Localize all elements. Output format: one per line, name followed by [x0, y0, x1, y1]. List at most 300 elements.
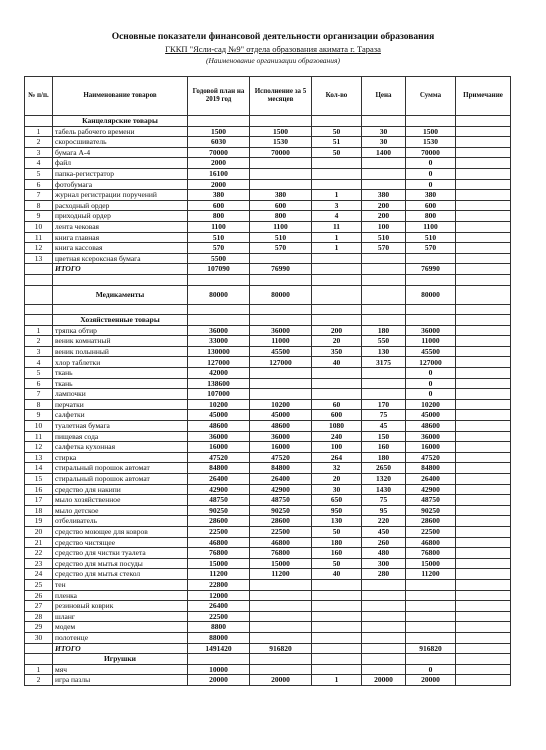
cell-sum: 45500	[406, 346, 456, 357]
cell-exec	[250, 389, 312, 400]
cell-exec: 45000	[250, 410, 312, 421]
cell-sum: 600	[406, 200, 456, 211]
table-row	[25, 442, 511, 453]
table-row	[25, 495, 511, 506]
cell-plan: 16000	[188, 442, 250, 453]
cell-empty	[25, 274, 53, 285]
cell-name: средство для накипи	[53, 484, 188, 495]
cell-name: расходный ордер	[53, 200, 188, 211]
med-sum: 80000	[406, 285, 456, 304]
cell-qty: 264	[312, 452, 362, 463]
cell-num: 17	[25, 495, 53, 506]
cell-qty	[312, 179, 362, 190]
cell-plan: 1100	[188, 221, 250, 232]
table-row	[25, 389, 511, 400]
cell-plan: 28600	[188, 516, 250, 527]
cell-name: стирка	[53, 452, 188, 463]
cell-exec: 36000	[250, 431, 312, 442]
cell-name: папка-регистратор	[53, 168, 188, 179]
cell-plan: 33000	[188, 336, 250, 347]
cell-note	[456, 664, 511, 675]
cell-note	[456, 622, 511, 633]
cell-name: табель рабочего времени	[53, 126, 188, 137]
cell-exec: 380	[250, 190, 312, 201]
cell-qty: 1080	[312, 421, 362, 432]
cell-sum: 42900	[406, 484, 456, 495]
table-row	[25, 474, 511, 485]
cell-exec: 1500	[250, 126, 312, 137]
cell-sum: 570	[406, 243, 456, 254]
cell-price: 200	[362, 200, 406, 211]
cell-price	[362, 378, 406, 389]
cell-note	[456, 452, 511, 463]
cell-note	[456, 579, 511, 590]
cell-qty: 40	[312, 357, 362, 368]
cell-plan: 26400	[188, 474, 250, 485]
cell-name: ткань	[53, 368, 188, 379]
medicaments-row	[25, 285, 511, 304]
cell-sum: 22500	[406, 526, 456, 537]
cell-num: 5	[25, 168, 53, 179]
cell-num: 19	[25, 516, 53, 527]
medicaments-label: Медикаменты	[53, 285, 188, 304]
cell-price	[362, 622, 406, 633]
cell-note	[456, 368, 511, 379]
cell-sum: 84800	[406, 463, 456, 474]
cell-empty	[250, 274, 312, 285]
cell-exec: 1530	[250, 137, 312, 148]
cell-empty	[362, 315, 406, 326]
cell-note	[456, 442, 511, 453]
cell-price: 380	[362, 190, 406, 201]
cell-plan: 10000	[188, 664, 250, 675]
cell-note	[456, 632, 511, 643]
cell-num: 2	[25, 336, 53, 347]
cell-price: 30	[362, 126, 406, 137]
cell-num: 6	[25, 179, 53, 190]
cell-num: 1	[25, 664, 53, 675]
table-row	[25, 516, 511, 527]
cell-sum: 10200	[406, 399, 456, 410]
col-header-num: № п/п.	[25, 77, 53, 116]
table-row	[25, 158, 511, 169]
cell-sum	[406, 253, 456, 264]
cell-price: 75	[362, 410, 406, 421]
cell-empty	[53, 274, 188, 285]
cell-qty	[312, 158, 362, 169]
cell-qty: 100	[312, 442, 362, 453]
cell-empty	[250, 304, 312, 315]
cell-qty	[312, 285, 362, 304]
cell-exec: 16000	[250, 442, 312, 453]
table-row	[25, 548, 511, 559]
cell-sum: 380	[406, 190, 456, 201]
cell-note	[456, 601, 511, 612]
table-row	[25, 221, 511, 232]
cell-note	[456, 399, 511, 410]
cell-note	[456, 611, 511, 622]
cell-plan: 6030	[188, 137, 250, 148]
cell-note	[456, 421, 511, 432]
cell-name: отбеливатель	[53, 516, 188, 527]
table-row	[25, 526, 511, 537]
cell-sum: 0	[406, 168, 456, 179]
cell-qty: 1	[312, 190, 362, 201]
table-row	[25, 622, 511, 633]
cell-price: 160	[362, 442, 406, 453]
cell-qty: 60	[312, 399, 362, 410]
cell-plan: 380	[188, 190, 250, 201]
cell-sum: 1530	[406, 137, 456, 148]
cell-price	[362, 601, 406, 612]
cell-exec: 90250	[250, 505, 312, 516]
cell-sum: 76800	[406, 548, 456, 559]
cell-plan: 2000	[188, 179, 250, 190]
cell-plan: 2000	[188, 158, 250, 169]
cell-name: резиновый коврик	[53, 601, 188, 612]
cell-num	[25, 116, 53, 127]
cell-note	[456, 537, 511, 548]
cell-qty: 600	[312, 410, 362, 421]
cell-exec	[250, 378, 312, 389]
cell-num: 15	[25, 474, 53, 485]
cell-num: 2	[25, 675, 53, 686]
cell-name: средство моющее для ковров	[53, 526, 188, 537]
cell-note	[456, 484, 511, 495]
table-row	[25, 399, 511, 410]
cell-num: 10	[25, 421, 53, 432]
organization-caption: (Наименование организации образования)	[206, 56, 340, 65]
cell-empty	[250, 315, 312, 326]
cell-note	[456, 221, 511, 232]
cell-price: 100	[362, 221, 406, 232]
cell-qty	[312, 590, 362, 601]
cell-name: книга кассовая	[53, 243, 188, 254]
cell-num: 21	[25, 537, 53, 548]
cell-empty	[188, 274, 250, 285]
cell-name: стиральный порошок автомат	[53, 463, 188, 474]
cell-exec	[250, 601, 312, 612]
cell-note	[456, 126, 511, 137]
cell-price: 75	[362, 495, 406, 506]
cell-qty	[312, 378, 362, 389]
cell-sum	[406, 601, 456, 612]
cell-exec	[250, 622, 312, 633]
cell-qty	[312, 264, 362, 275]
cell-name: мыло детское	[53, 505, 188, 516]
cell-exec: 510	[250, 232, 312, 243]
table-row	[25, 431, 511, 442]
table-row	[25, 579, 511, 590]
cell-sum: 20000	[406, 675, 456, 686]
cell-qty: 3	[312, 200, 362, 211]
table-row	[25, 232, 511, 243]
cell-num: 7	[25, 389, 53, 400]
cell-price	[362, 579, 406, 590]
table-row	[25, 211, 511, 222]
total-row	[25, 264, 511, 275]
table-header-row	[25, 77, 511, 116]
cell-qty: 20	[312, 336, 362, 347]
cell-price	[362, 368, 406, 379]
cell-sum: 15000	[406, 558, 456, 569]
cell-name: тен	[53, 579, 188, 590]
cell-name: тряпка обтир	[53, 325, 188, 336]
cell-sum: 90250	[406, 505, 456, 516]
cell-exec: 15000	[250, 558, 312, 569]
cell-num: 4	[25, 357, 53, 368]
cell-empty	[456, 315, 511, 326]
table-row	[25, 243, 511, 254]
cell-plan: 600	[188, 200, 250, 211]
col-header-qty: Кол-во	[312, 77, 362, 116]
cell-exec	[250, 590, 312, 601]
cell-name: приходный ордер	[53, 211, 188, 222]
cell-plan: 42900	[188, 484, 250, 495]
cell-sum: 0	[406, 158, 456, 169]
cell-plan: 26400	[188, 601, 250, 612]
cell-plan: 46800	[188, 537, 250, 548]
cell-qty: 50	[312, 526, 362, 537]
cell-empty	[362, 304, 406, 315]
cell-name: ткань	[53, 378, 188, 389]
cell-num	[25, 264, 53, 275]
cell-plan: 8800	[188, 622, 250, 633]
cell-num: 5	[25, 368, 53, 379]
cell-price	[362, 632, 406, 643]
cell-note	[456, 243, 511, 254]
cell-sum: 36000	[406, 431, 456, 442]
cell-empty	[188, 116, 250, 127]
cell-name: фотобумага	[53, 179, 188, 190]
cell-exec: 11000	[250, 336, 312, 347]
cell-sum: 510	[406, 232, 456, 243]
cell-price: 20000	[362, 675, 406, 686]
col-header-name: Наименование товаров	[53, 77, 188, 116]
cell-plan: 1500	[188, 126, 250, 137]
cell-price: 1320	[362, 474, 406, 485]
cell-note	[456, 158, 511, 169]
cell-name: веник полынный	[53, 346, 188, 357]
cell-num: 9	[25, 211, 53, 222]
cell-qty	[312, 632, 362, 643]
cell-note	[456, 505, 511, 516]
cell-price: 1430	[362, 484, 406, 495]
cell-note	[456, 211, 511, 222]
table-row	[25, 569, 511, 580]
cell-exec	[250, 368, 312, 379]
cell-qty	[312, 611, 362, 622]
table-row	[25, 558, 511, 569]
cell-note	[456, 137, 511, 148]
cell-exec: 600	[250, 200, 312, 211]
document-title: Основные показатели финансовой деятельности организации образования	[111, 32, 435, 42]
cell-note	[456, 264, 511, 275]
cell-plan: 48600	[188, 421, 250, 432]
cell-num: 22	[25, 548, 53, 559]
table-row	[25, 675, 511, 686]
table-row	[25, 200, 511, 211]
col-header-sum: Сумма	[406, 77, 456, 116]
cell-exec	[250, 179, 312, 190]
table-row	[25, 505, 511, 516]
cell-exec: 20000	[250, 675, 312, 686]
cell-name: средство чистящее	[53, 537, 188, 548]
cell-qty	[312, 389, 362, 400]
cell-exec	[250, 253, 312, 264]
cell-empty	[312, 654, 362, 665]
cell-note	[456, 357, 511, 368]
total-plan: 107090	[188, 264, 250, 275]
cell-price: 510	[362, 232, 406, 243]
cell-empty	[362, 274, 406, 285]
blank-row	[25, 304, 511, 315]
cell-qty: 160	[312, 548, 362, 559]
cell-name: туалетная бумага	[53, 421, 188, 432]
cell-qty: 1	[312, 243, 362, 254]
cell-empty	[188, 315, 250, 326]
cell-name: пищевая сода	[53, 431, 188, 442]
cell-exec: 48600	[250, 421, 312, 432]
cell-name: мяч	[53, 664, 188, 675]
cell-name: цветная ксероксная бумага	[53, 253, 188, 264]
cell-price: 170	[362, 399, 406, 410]
cell-note	[456, 190, 511, 201]
cell-price: 200	[362, 211, 406, 222]
blank-row	[25, 274, 511, 285]
table-row	[25, 368, 511, 379]
col-header-exec: Исполнение за 5 месяцев	[250, 77, 312, 116]
cell-num: 1	[25, 325, 53, 336]
cell-plan: 45000	[188, 410, 250, 421]
cell-name: книга главная	[53, 232, 188, 243]
cell-num: 11	[25, 232, 53, 243]
cell-qty: 11	[312, 221, 362, 232]
cell-num: 3	[25, 346, 53, 357]
cell-price	[362, 179, 406, 190]
cell-name: игра пазлы	[53, 675, 188, 686]
cell-sum: 127000	[406, 357, 456, 368]
cell-exec: 570	[250, 243, 312, 254]
cell-exec	[250, 168, 312, 179]
cell-name: салфетка кухонная	[53, 442, 188, 453]
table-row	[25, 190, 511, 201]
cell-name: шланг	[53, 611, 188, 622]
cell-qty: 32	[312, 463, 362, 474]
cell-empty	[250, 654, 312, 665]
cell-note	[456, 389, 511, 400]
cell-plan: 12000	[188, 590, 250, 601]
cell-plan: 70000	[188, 147, 250, 158]
cell-qty: 1	[312, 232, 362, 243]
table-row	[25, 421, 511, 432]
cell-name: пленка	[53, 590, 188, 601]
total-plan: 1491420	[188, 643, 250, 654]
cell-price: 280	[362, 569, 406, 580]
table-row	[25, 336, 511, 347]
cell-qty: 50	[312, 126, 362, 137]
cell-price	[362, 611, 406, 622]
cell-empty	[188, 304, 250, 315]
total-exec: 76990	[250, 264, 312, 275]
cell-num: 1	[25, 126, 53, 137]
cell-price: 3175	[362, 357, 406, 368]
cell-plan: 42000	[188, 368, 250, 379]
cell-note	[456, 526, 511, 537]
cell-name: лента чековая	[53, 221, 188, 232]
cell-note	[456, 378, 511, 389]
cell-note	[456, 516, 511, 527]
cell-note	[456, 168, 511, 179]
cell-note	[456, 232, 511, 243]
cell-exec: 11200	[250, 569, 312, 580]
cell-qty: 20	[312, 474, 362, 485]
table-row	[25, 632, 511, 643]
cell-exec: 22500	[250, 526, 312, 537]
cell-plan: 127000	[188, 357, 250, 368]
cell-note	[456, 590, 511, 601]
cell-sum	[406, 622, 456, 633]
cell-plan: 800	[188, 211, 250, 222]
cell-sum	[406, 590, 456, 601]
cell-sum: 70000	[406, 147, 456, 158]
section-title: Канцелярские товары	[53, 116, 188, 127]
cell-num: 30	[25, 632, 53, 643]
cell-note	[456, 346, 511, 357]
cell-plan: 76800	[188, 548, 250, 559]
cell-plan: 10200	[188, 399, 250, 410]
cell-price: 2650	[362, 463, 406, 474]
cell-exec: 28600	[250, 516, 312, 527]
col-header-plan: Годовой план на 2019 год	[188, 77, 250, 116]
cell-num: 13	[25, 452, 53, 463]
table-row	[25, 463, 511, 474]
table-row	[25, 378, 511, 389]
cell-empty	[406, 274, 456, 285]
cell-qty	[312, 168, 362, 179]
cell-price: 180	[362, 452, 406, 463]
cell-qty	[312, 622, 362, 633]
cell-num: 10	[25, 221, 53, 232]
cell-name: скоросшиватель	[53, 137, 188, 148]
table-body	[25, 116, 511, 686]
cell-name: стиральный порошок автомат	[53, 474, 188, 485]
cell-name: средство для мытья посуды	[53, 558, 188, 569]
cell-sum: 28600	[406, 516, 456, 527]
cell-exec	[250, 611, 312, 622]
col-header-price: Цена	[362, 77, 406, 116]
cell-empty	[406, 315, 456, 326]
med-exec: 80000	[250, 285, 312, 304]
total-exec: 916820	[250, 643, 312, 654]
cell-note	[456, 325, 511, 336]
cell-sum: 0	[406, 389, 456, 400]
cell-qty: 4	[312, 211, 362, 222]
cell-sum	[406, 611, 456, 622]
cell-note	[456, 147, 511, 158]
cell-sum: 48600	[406, 421, 456, 432]
cell-num: 13	[25, 253, 53, 264]
cell-num: 24	[25, 569, 53, 580]
cell-empty	[53, 304, 188, 315]
cell-note	[456, 474, 511, 485]
cell-note	[456, 495, 511, 506]
table-row	[25, 147, 511, 158]
cell-price: 450	[362, 526, 406, 537]
cell-price	[362, 389, 406, 400]
cell-price	[362, 253, 406, 264]
cell-exec: 46800	[250, 537, 312, 548]
